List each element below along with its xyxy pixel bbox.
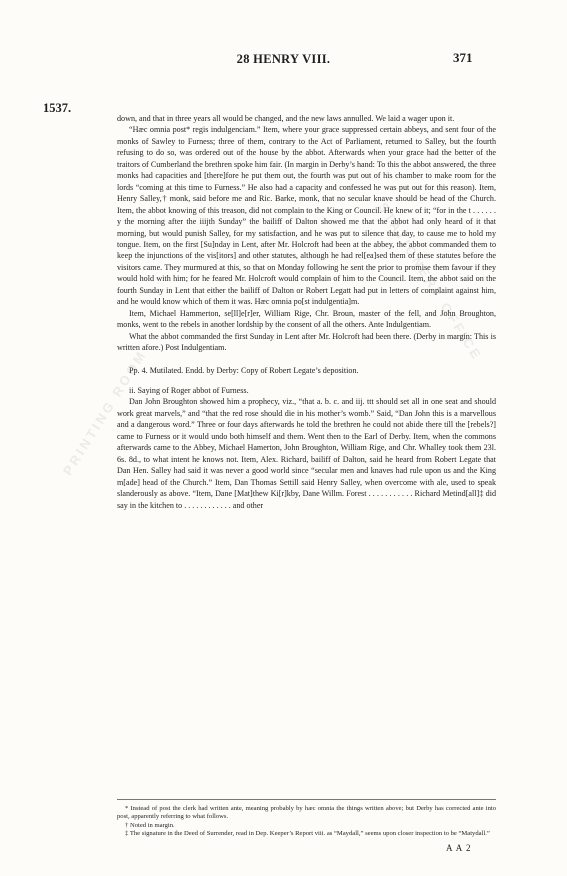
running-head-title: 28 HENRY VIII. (236, 52, 331, 66)
footnote-2: † Noted in margin. (125, 821, 175, 829)
paragraph-hammerton: Item, Michael Hammerton, se[ll]e[r]er, William Rige, Chr. Broun, master of the fell, and John Broughton, monks, went to the rebels in another lordship by the consent of all the others. Ante Indulgentiam. (117, 308, 496, 330)
paragraph-continuation: down, and that in three years all would be changed, and the new laws annulled. We laid a wager upon it. (117, 114, 455, 123)
footnote-1: * Instead of post the clerk had written ante, meaning probably by hæc omnia the things written above; but Derby has corrected ante into post, apparently referring to what follows. (117, 805, 496, 821)
body-text (117, 113, 496, 511)
watermark-left: PRINTING ROOM (60, 346, 150, 478)
section-heading: ii. Saying of Roger abbot of Furness. (129, 385, 249, 395)
footnote-3: ‡ The signature in the Deed of Surrender, read in Dep. Keeper’s Report viii. as “Maydall,” seems upon closer inspection to be “Matydall.” (125, 829, 490, 837)
paragraph-prophecy: Dan John Broughton showed him a prophecy, viz., “that a. b. c. and iij. ttt should set all in one seat and should work great marvels,” and “that the red rose should die in his mother’s womb.” Said, “Dan John this is a marvellous and a dangerous word.” Three or four days afterwards he told the brethren he could not abide there till the [rebels?] came to Furness or it would undo both himself and them. Went then to the Earl of Derby. Item, when the commons afterwards came to the Abbey, Michael Hamerton, John Broughton, William Rige, and Chr. Whalley took them 23l. 6s. 8d., to what intent he knows not. Item, Alex. Richard, bailiff of Dalton, said he heard from Robert Legate that Dan Hen. Salley had said it was never a good world since “secular men and knaves had rule upon us and the King m[ade] head of the Church.” Item, Dan Thomas Settill said Henry Salley, when overcome with ale, used to speak slanderously as above. “Item, Dane [Mat]thew Ki[r]kby, Dane Willm. Forest . . . . . . . . . . . Richard Metind[all]‡ did say in the kitchen to . . . . . . . . . . . . and other (117, 397, 496, 510)
watermark-right: STATIONERY OFFICE (375, 200, 486, 364)
page-number: 371 (453, 50, 473, 65)
footnotes (117, 805, 496, 838)
paragraph-abbot-commanded: What the abbot commanded the first Sunday in Lent after Mr. Holcroft had been there. (Derby in margin: This is written afore.) Post Indulgentiam. (117, 331, 496, 353)
footnote-rule (117, 799, 496, 800)
year-marker: 1537. (43, 101, 72, 115)
signature-mark: A A 2 (446, 843, 472, 853)
paragraph-haec-omnia: “Hæc omnia post* regis indulgenciam.” Item, where your grace suppressed certain abbeys, and sent four of the monks of Sawley to Furness; three of them, contrary to the Act of Parliament, returned to Salley, but the fourth refusing to do so, was ordered out of the house by the abbot. Afterwards when your grace had the better of the traitors of Cumberland the brethren spoke him fair. (In margin in Derby’s hand: To this the abbot answered, the three monks had capacities and [there]fore he put them out, the fourth was put out of his chamber to make room for the lords “coming at this time to Furness.” He also had a capacity and confessed he was put out for this reason). Item, Henry Salley,† monk, said before me and Ric. Barke, monk, that no secular knave should be head of the Church. Item, the abbot knowing of this treason, did not complain to the King or Council. He knew of it; “for in the t . . . . . . y the morning after the iiijth Sunday” the bailiff of Dalton showed me that the abbot had only heard of it that morning, but would punish Salley, for my satisfaction, and he was put to silence that day, to cause me to hold my tongue. Item, on the first [Su]nday in Lent, after Mr. Holcroft had been at the abbey, the abbot commanded them to keep the injunctions of the vis[itors] and other statutes, although he had rel[ea]sed them of these statutes before the visitors came. They murmured at this, so that on Monday following he sent the prior to promise them favour if they would hold with him; for he feared Mr. Holcroft would complain of him to the Council. Item, the abbot said on the fourth Sunday in Lent that either the bailiff of Dalton or Robert Legatt had put in letters of complaint against him, and he would know which of them it was. Hæc omnia po[st indulgentia]m. (117, 125, 496, 307)
paragraph-endorsement: Pp. 4. Mutilated. Endd. by Derby: Copy of Robert Legate’s deposition. (129, 365, 359, 375)
